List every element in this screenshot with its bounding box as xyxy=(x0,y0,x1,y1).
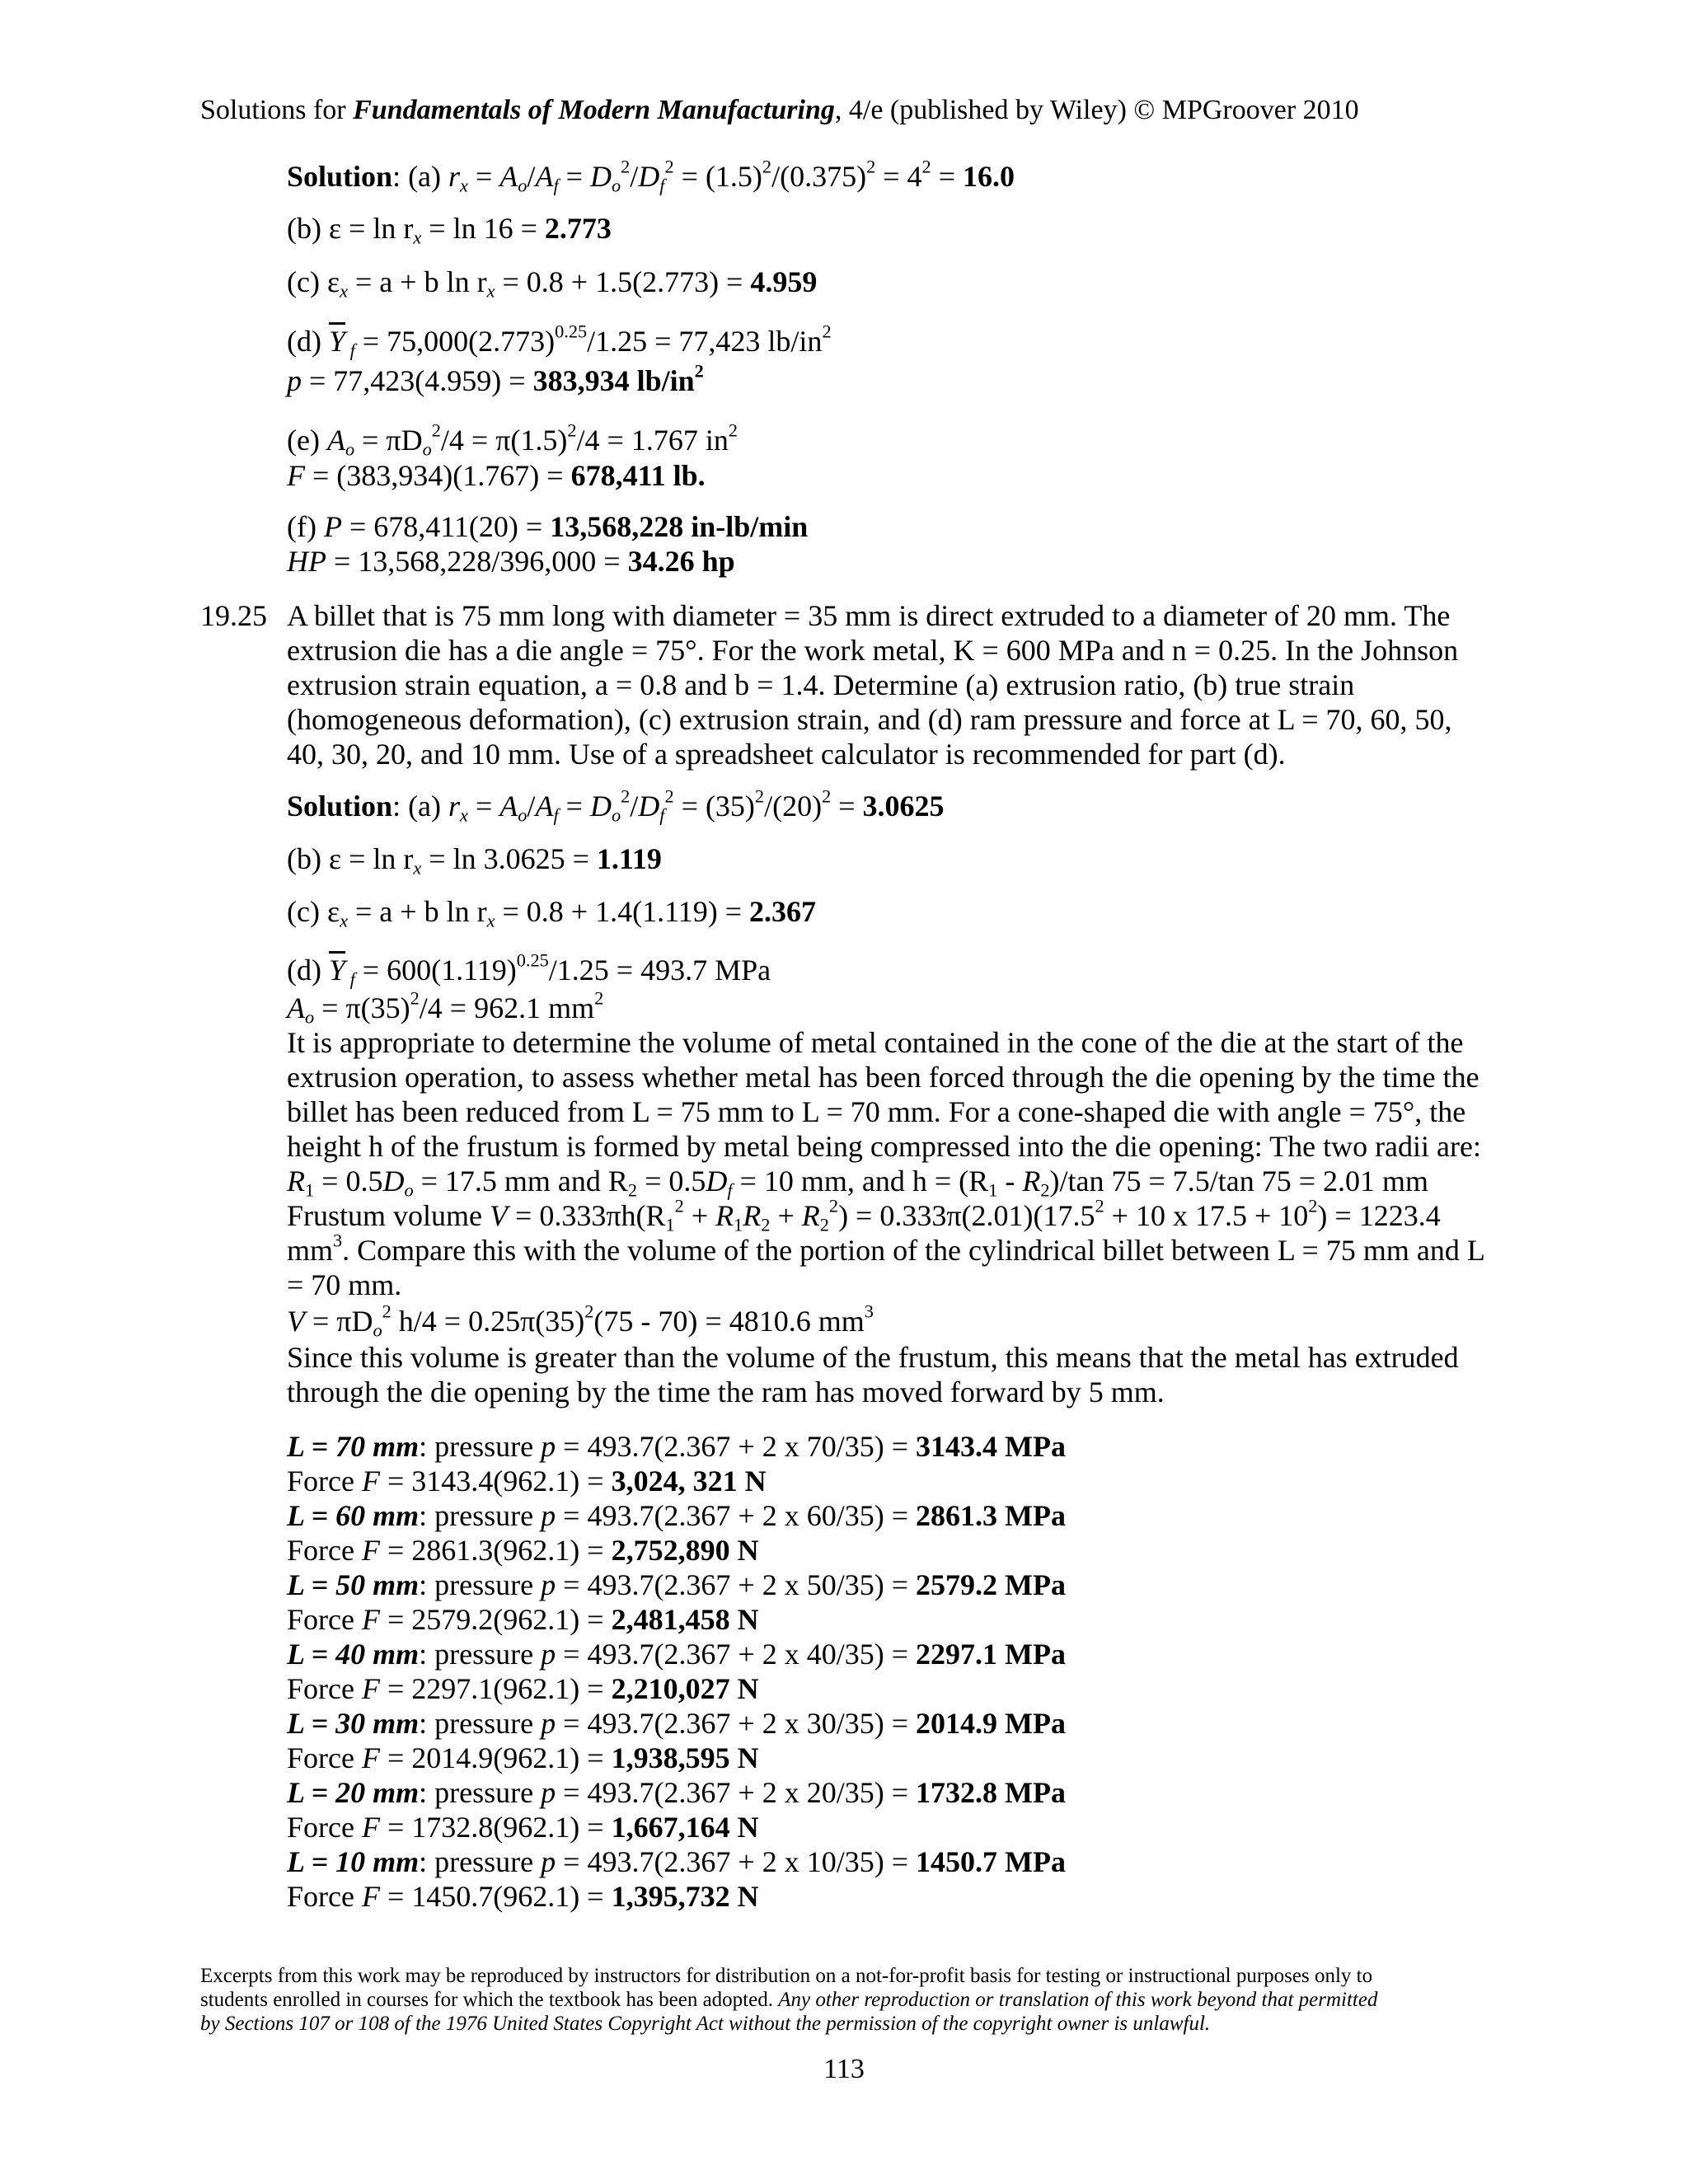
solution-d: (d) $\overline{Y}$ $_f = 600(1.119)^{0.25}/1.25 = 493.7$ MPa xyxy=(287,949,771,990)
compare-line-2: = 70 mm. xyxy=(287,1268,402,1301)
page-header: Solutions for Fundamentals of Modern Manufacturing, 4/e (published by Wiley) © MPGroover 2010 xyxy=(200,95,1359,125)
result-force-row: Force F = 2861.3(962.1) = 2,752,890 N xyxy=(287,1534,759,1567)
solution-b: (b) $\varepsilon = \ln r_x = \ln 3.0625 = 1.119$ xyxy=(287,842,662,879)
result-pressure-row: L = 60 mm: pressure p = 493.7(2.367 + 2 x 60/35) = 2861.3 MPa xyxy=(287,1499,1066,1532)
prev-solution-b: (b) $\varepsilon = \ln r_x = \ln 16 = 2.773$ xyxy=(287,212,612,248)
page-number: 113 xyxy=(823,2054,865,2084)
compare-line: $mm^3$. Compare this with the volume of the portion of the cylindrical billet between L = 75 mm and L xyxy=(287,1230,1485,1267)
copyright-line-1: Excerpts from this work may be reproduced by instructors for distribution on a not-for-profit basis for testing or instructional purposes only to xyxy=(200,1965,1373,1987)
prev-solution-d2: p = 77,423(4.959) = 383,934 $lb/in^2$ xyxy=(287,360,704,397)
solution-a: Solution: (a) $r_x = A_o/A_f = D_o^2/D_f^2 = (35)^2/(20)^2 = 3.0625$ xyxy=(287,785,945,826)
prev-solution-e2: F = (383,934)(1.767) = 678,411 lb. xyxy=(287,459,706,492)
result-pressure-row: L = 70 mm: pressure p = 493.7(2.367 + 2 x 70/35) = 3143.4 MPa xyxy=(287,1430,1066,1463)
prev-solution-a: Solution: (a) $r_x = A_o/A_f = D_o^2/D_f^2 = (1.5)^2/(0.375)^2 = 4^2 = 16.0$ xyxy=(287,156,1015,196)
solution-c: (c) $\varepsilon_x = a + b$ $\ln r_x = 0.8 + 1.4(1.119) = 2.367$ xyxy=(287,895,817,931)
billet-volume: $V = \pi D_o^2$ $h/4 = 0.25\pi(35)^2(75 - 70) = 4810.6$ $mm^3$ xyxy=(287,1301,874,1341)
result-force-row: Force F = 2579.2(962.1) = 2,481,458 N xyxy=(287,1603,759,1636)
para-line-1: It is appropriate to determine the volume of metal contained in the cone of the die at the start of the xyxy=(287,1026,1464,1059)
result-pressure-row: L = 20 mm: pressure p = 493.7(2.367 + 2 x 20/35) = 1732.8 MPa xyxy=(287,1776,1066,1809)
radii-line: $R_1 = 0.5D_o = 17.5$ mm and $R_2 = 0.5D_f = 10$ mm, and $h = (R_1 - R_2)/\tan$ 75 = 7.5/tan 75 = 2.01 mm xyxy=(287,1165,1429,1201)
prev-solution-f2: HP = 13,568,228/396,000 = 34.26 hp xyxy=(287,545,735,578)
copyright-line-2: students enrolled in courses for which the textbook has been adopted. Any other reproduction or translation of this work beyond that permitted xyxy=(200,1989,1378,2011)
result-force-row: Force F = 2014.9(962.1) = 1,938,595 N xyxy=(287,1741,759,1774)
statement-line-1: A billet that is 75 mm long with diameter = 35 mm is direct extruded to a diameter of 20 mm. The xyxy=(287,599,1451,632)
result-force-row: Force F = 2297.1(962.1) = 2,210,027 N xyxy=(287,1672,759,1705)
para-line-3: billet has been reduced from L = 75 mm to L = 70 mm. For a cone-shaped die with angle = 75°, the xyxy=(287,1095,1466,1128)
prev-solution-d: (d) $\overline{Y}$ $_f = 75,000(2.773)^{0.25}/1.25 = 77,423$ $lb/in^2$ xyxy=(287,321,832,361)
copyright-line-3: by Sections 107 or 108 of the 1976 United States Copyright Act without the permission of the copyright owner is unlawful. xyxy=(200,2013,1211,2035)
result-pressure-row: L = 50 mm: pressure p = 493.7(2.367 + 2 x 50/35) = 2579.2 MPa xyxy=(287,1568,1066,1601)
area-ao: $A_o = \pi(35)^2/4 = 962.1$ $mm^2$ xyxy=(287,987,604,1028)
statement-line-2: extrusion die has a die angle = 75°. For the work metal, K = 600 MPa and n = 0.25. In the Johnson xyxy=(287,634,1459,667)
since-line-1: Since this volume is greater than the volume of the frustum, this means that the metal has extruded xyxy=(287,1341,1459,1374)
result-force-row: Force F = 1732.8(962.1) = 1,667,164 N xyxy=(287,1811,759,1844)
frustum-line: Frustum volume $V = 0.333\pi h(R_1^2 + R_1R_2 + R_2^2) = 0.333\pi(2.01)(17.5^2 + 10$ x $17.5 + 10^2) = 1223.4$ xyxy=(287,1195,1441,1235)
result-force-row: Force F = 3143.4(962.1) = 3,024, 321 N xyxy=(287,1465,767,1497)
prev-solution-c: (c) $\varepsilon_x = a + b$ $\ln r_x = 0.8 + 1.5(2.773) = 4.959$ xyxy=(287,265,818,302)
result-force-row: Force F = 1450.7(962.1) = 1,395,732 N xyxy=(287,1880,759,1913)
since-line-2: through the die opening by the time the ram has moved forward by 5 mm. xyxy=(287,1376,1165,1408)
prev-solution-e: (e) $A_o = \pi D_o^2/4 = \pi(1.5)^2/4 = 1.767$ $in^2$ xyxy=(287,419,738,460)
statement-line-4: (homogeneous deformation), (c) extrusion strain, and (d) ram pressure and force at L = 70, 60, 50, xyxy=(287,703,1452,736)
prev-solution-f: (f) P = 678,411(20) = 13,568,228 in-lb/min xyxy=(287,510,809,543)
statement-line-3: extrusion strain equation, a = 0.8 and b = 1.4. Determine (a) extrusion ratio, (b) true strain xyxy=(287,668,1355,701)
statement-line-5: 40, 30, 20, and 10 mm. Use of a spreadsheet calculator is recommended for part (d). xyxy=(287,738,1286,771)
para-line-2: extrusion operation, to assess whether metal has been forced through the die opening by the time the xyxy=(287,1061,1479,1094)
result-pressure-row: L = 40 mm: pressure p = 493.7(2.367 + 2 x 40/35) = 2297.1 MPa xyxy=(287,1638,1066,1671)
problem-number: 19.25 xyxy=(200,599,267,632)
result-pressure-row: L = 10 mm: pressure p = 493.7(2.367 + 2 x 10/35) = 1450.7 MPa xyxy=(287,1845,1066,1878)
para-line-4: height h of the frustum is formed by metal being compressed into the die opening: The two radii are: xyxy=(287,1130,1481,1163)
result-pressure-row: L = 30 mm: pressure p = 493.7(2.367 + 2 x 30/35) = 2014.9 MPa xyxy=(287,1707,1066,1740)
